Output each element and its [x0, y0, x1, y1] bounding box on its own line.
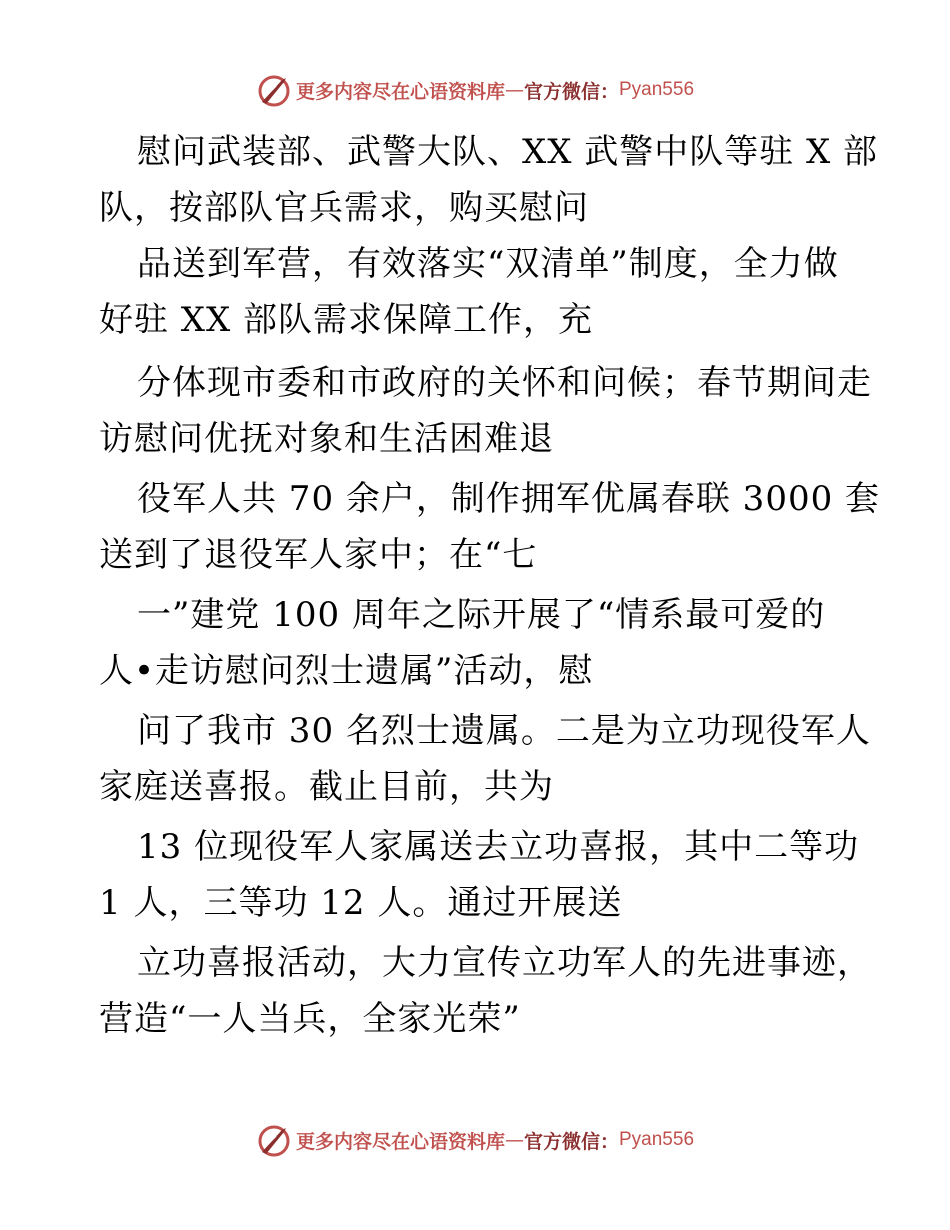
- watermark-site-name: 更多内容尽在心语资料库: [295, 80, 505, 103]
- text-line: 队，按部队官兵需求，购买慰问: [99, 188, 589, 228]
- text-line: 一”建党 100 周年之际开展了“情系最可爱的: [137, 595, 826, 635]
- watermark-site-name: 更多内容尽在心语资料库: [295, 1130, 505, 1153]
- text-line: 13 位现役军人家属送去立功喜报，其中二等功: [137, 827, 860, 867]
- text-line: 慰问武装部、武警大队、XX 武警中队等驻 X 部: [137, 132, 879, 172]
- watermark-account: Pyan556: [619, 79, 695, 100]
- footer-watermark: [0, 1120, 950, 1160]
- text-line: 1 人，三等功 12 人。通过开展送: [99, 883, 623, 923]
- watermark-dash: —: [504, 1129, 524, 1151]
- quill-pen-circle-icon: [256, 72, 292, 108]
- header-watermark: [0, 70, 950, 110]
- text-line: 品送到军营，有效落实“双清单”制度，全力做: [137, 244, 839, 284]
- text-line: 好驻 XX 部队需求保障工作，充: [99, 300, 594, 340]
- quill-pen-circle-icon: [256, 1122, 292, 1158]
- text-line: 送到了退役军人家中；在“七: [99, 535, 538, 575]
- text-line: 访慰问优抚对象和生活困难退: [99, 419, 554, 459]
- text-line: 役军人共 70 余户，制作拥军优属春联 3000 套: [137, 479, 881, 519]
- watermark-dash: —: [504, 79, 524, 101]
- text-line: 人•走访慰问烈士遗属”活动，慰: [99, 651, 594, 691]
- watermark-label: 官方微信：: [523, 80, 619, 103]
- text-line: 分体现市委和市政府的关怀和问候；春节期间走: [137, 363, 872, 403]
- text-line: 立功喜报活动，大力宣传立功军人的先进事迹，: [137, 943, 872, 983]
- watermark-account: Pyan556: [619, 1129, 695, 1150]
- watermark-label: 官方微信：: [523, 1130, 619, 1153]
- text-line: 营造“一人当兵，全家光荣”: [99, 999, 521, 1039]
- text-line: 问了我市 30 名烈士遗属。二是为立功现役军人: [137, 711, 871, 751]
- text-line: 家庭送喜报。截止目前，共为: [99, 767, 554, 807]
